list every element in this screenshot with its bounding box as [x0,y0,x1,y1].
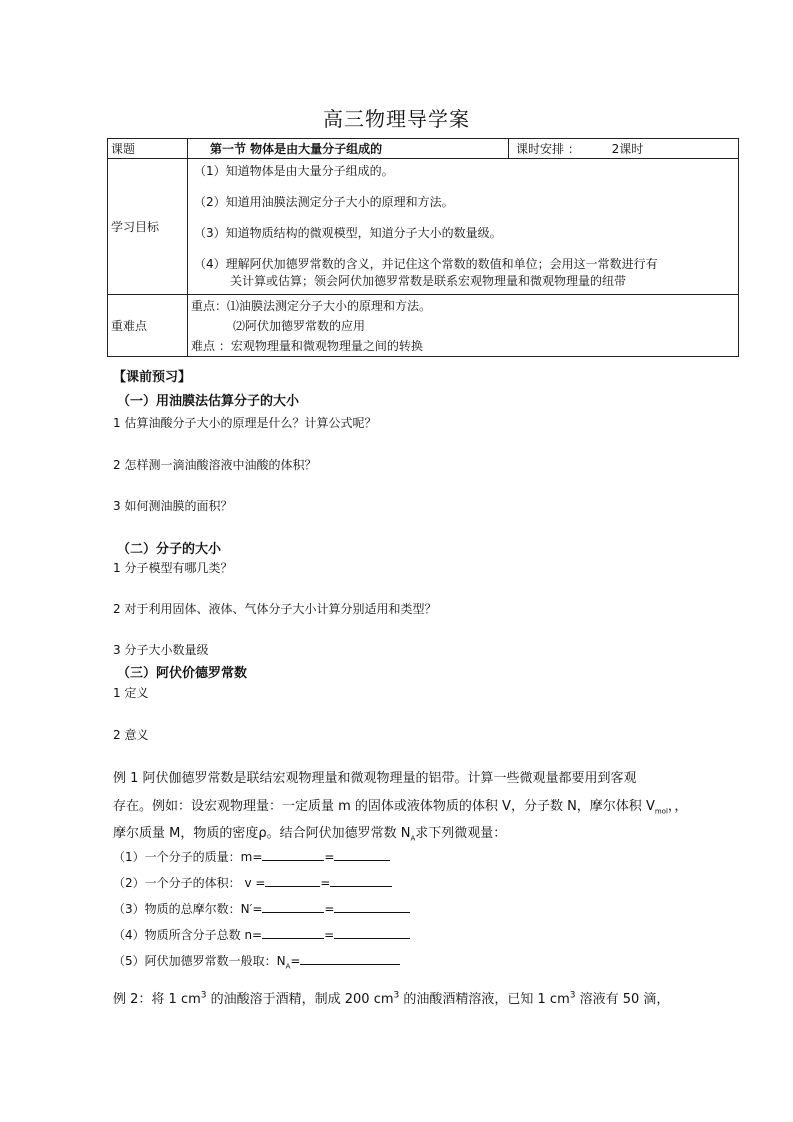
question: 2 意义 [113,728,149,742]
keypoints-row [108,295,739,357]
example1-item: （4）物质所含分子总数 n= = [113,926,410,943]
course-info-table [107,138,739,357]
question: 1 定义 [113,686,149,700]
answer-blank[interactable] [262,926,324,939]
question: 3 如何测油膜的面积？ [113,499,233,513]
subscript: A [410,834,416,843]
preview-heading: 【课前预习】 [113,370,192,385]
example1-item: （1）一个分子的质量：m= = [113,848,390,865]
goal-item-line: 关计算或估算；领会阿伏加德罗常数是联系宏观物理量和微观物理量的纽带 [230,274,627,288]
answer-blank[interactable] [262,900,324,913]
superscript: 3 [200,990,207,1001]
topic-value: 第一节 物体是由大量分子组成的 [188,139,509,159]
keypoint-item: ⑵阿伏加德罗常数的应用 [233,318,366,333]
question: 2 怎样测一滴油酸溶液中油酸的体积？ [113,458,317,472]
answer-blank[interactable] [334,926,410,939]
schedule-label: 课时安排 ： [516,142,580,156]
goal-item: （1）知道物体是由大量分子组成的。 [194,164,394,178]
goal-item: （2）知道用油膜法测定分子大小的原理和方法。 [194,195,454,209]
page-title: 高三物理导学案 [323,107,470,131]
example1-item: （3）物质的总摩尔数：N′= = [113,900,410,917]
topic-row [108,139,739,159]
answer-blank[interactable] [265,874,320,887]
example1-item: （5）阿伏加德罗常数一般取：$N_A=$ [113,952,400,970]
goal-item: （3）知道物质结构的微观模型，知道分子大小的数量级。 [194,226,502,240]
schedule-cell [509,139,739,159]
topic-label: 课题 [108,139,188,159]
superscript: 3 [393,990,400,1001]
keypoint-item: 重点：⑴油膜法测定分子大小的原理和方法。 [191,298,432,313]
goal-item-line: （4）理解阿伏加德罗常数的含义，并记住这个常数的数值和单位；会用这一常数进行有 [194,257,658,271]
keypoints-cell [188,295,739,357]
example1-line: 存在。例如：设宏观物理量：一定质量 m 的固体或液体物质的体积 V，分子数 N，摩尔体积 $V_{mol}$，， [113,799,688,816]
example2-line: 例 2：将 1 $cm^3$ 的油酸溶于酒精，制成 200 $cm^3$ 的油酸酒精溶液，已知 1 $cm^3$ 溶液有 50 滴， [113,990,670,1007]
answer-blank[interactable] [334,848,390,861]
subscript: A [285,962,291,971]
section2-heading: （二）分子的大小 [117,542,222,557]
section1-heading: （一）用油膜法估算分子的大小 [117,394,300,409]
answer-blank[interactable] [334,900,410,913]
example1-item: （2）一个分子的体积： v = = [113,874,392,891]
keypoints-label: 重难点 [108,295,188,357]
question: 3 分子大小数量级 [113,643,209,657]
keypoint-item: 难点 ：宏观物理量和微观物理量之间的转换 [191,338,423,353]
goals-row [108,159,739,295]
answer-blank[interactable] [300,952,400,965]
goal-item [194,256,735,290]
example1-line: 摩尔质量 M，物质的密度ρ。结合阿伏加德罗常数 $N_A$求下列微观量： [113,826,507,843]
schedule-value: 2课时 [611,142,644,156]
answer-blank[interactable] [262,848,324,861]
superscript: 3 [569,990,576,1001]
section3-heading: （三）阿伏价德罗常数 [117,666,248,681]
goals-label: 学习目标 [108,159,188,295]
example1-line: 例 1 阿伏伽德罗常数是联结宏观物理量和微观物理量的铝带。计算一些微观量都要用到客观 [113,771,637,786]
goals-cell [188,159,739,295]
question: 1 分子模型有哪几类？ [113,561,233,575]
question: 1 估算油酸分子大小的原理是什么？计算公式呢？ [113,416,377,430]
answer-blank[interactable] [330,874,392,887]
question: 2 对于利用固体、液体、气体分子大小计算分别适用和类型？ [113,602,437,616]
subscript: mol [654,807,668,816]
